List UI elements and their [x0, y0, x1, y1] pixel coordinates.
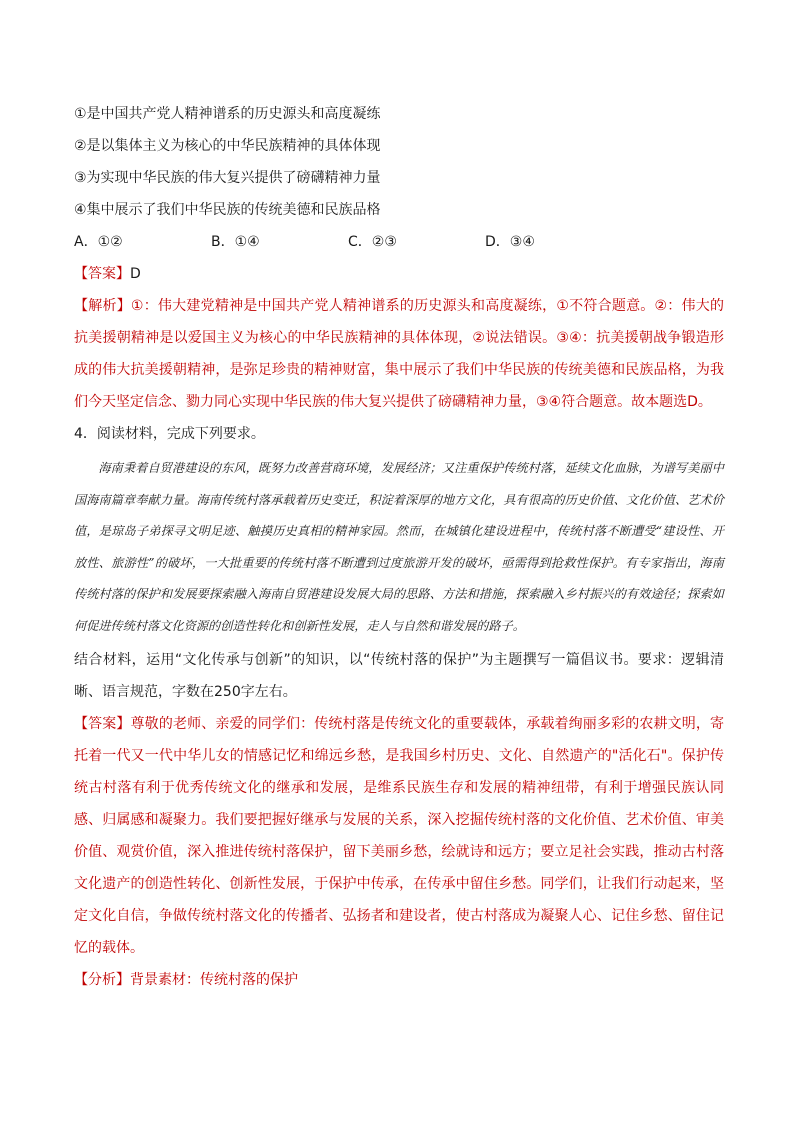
analysis-1 [74, 290, 724, 418]
choice-row [74, 226, 724, 258]
option-statement-3: ③为实现中华民族的伟大复兴提供了磅礴精神力量 [74, 170, 381, 186]
analysis-1-text: ①：伟大建党精神是中国共产党人精神谱系的历史源头和高度凝练，①不符合题意。②：伟大的抗美援朝精神是以爱国主义为核心的中华民族精神的具体体现，②说法错误。③④：抗美援朝战争锻造形成的伟大抗美援朝精神，是弥足珍贵的精神财富，集中展示了我们中华民族的传统美德和民族品格，为我们今天坚定信念、勠力同心实现中华民族的伟大复兴提供了磅礴精神力量，③④符合题意。故本题选D。 [74, 298, 724, 410]
choice-c: C．②③ [348, 234, 397, 250]
answer-2-tag: 【答案】 [74, 716, 131, 732]
option-statement-1: ①是中国共产党人精神谱系的历史源头和高度凝练 [74, 106, 381, 122]
answer-2-text: 尊敬的老师、亲爱的同学们：传统村落是传统文化的重要载体，承载着绚丽多彩的农耕文明，寄托着一代又一代中华儿女的情感记忆和绵远乡愁，是我国乡村历史、文化、自然遗产的"活化石"。保护传统古村落有利于优秀传统文化的继承和发展，是维系民族生存和发展的精神纽带，有利于增强民族认同感、归属感和凝聚力。我们要把握好继承与发展的关系，深入挖掘传统村落的文化价值、艺术价值、审美价值、观赏价值，深入推进传统村落保护，留下美丽乡愁，绘就诗和远方；要立足社会实践，推动古村落文化遗产的创造性转化、创新性发展，于保护中传承，在传承中留住乡愁。同学们，让我们行动起来，坚定文化自信，争做传统村落文化的传播者、弘扬者和建设者，使古村落成为凝聚人心、记住乡愁、留住记忆的载体。 [74, 716, 725, 956]
choice-a: A．①② [74, 234, 123, 250]
question-4-requirement: 结合材料，运用“文化传承与创新”的知识，以“传统村落的保护”为主题撰写一篇倡议书。要求：逻辑清晰、语言规范，字数在250字左右。 [74, 652, 724, 700]
choice-d: D．③④ [485, 234, 535, 250]
answer-1-tag: 【答案】 [74, 266, 130, 282]
answer-1-value: D [130, 266, 141, 282]
option-statement-2: ②是以集体主义为核心的中华民族精神的具体体现 [74, 138, 381, 154]
analysis-2 [74, 964, 724, 996]
document-content [74, 98, 724, 996]
analysis-2-tag: 【分析】 [74, 972, 130, 988]
question-4-title: 4．阅读材料，完成下列要求。 [74, 426, 265, 442]
analysis-2-text: 背景素材：传统村落的保护 [130, 972, 298, 988]
answer-1 [74, 258, 724, 290]
answer-2 [74, 708, 724, 964]
choice-b: B．①④ [211, 234, 260, 250]
option-statement-4: ④集中展示了我们中华民族的传统美德和民族品格 [74, 202, 381, 218]
analysis-1-tag: 【解析】 [74, 298, 131, 314]
question-4-material: 海南秉着自贸港建设的东风，既努力改善营商环境，发展经济；又注重保护传统村落，延续文化血脉，为谱写美丽中国海南篇章奉献力量。海南传统村落承载着历史变迁，积淀着深厚的地方文化，具有很高的历史价值、文化价值、艺术价值，是琼岛子弟探寻文明足迹、触摸历史真相的精神家园。然而，在城镇化建设进程中，传统村落不断遭受“建设性、开放性、旅游性”的破坏，一大批重要的传统村落不断遭到过度旅游开发的破坏，亟需得到抢救性保护。有专家指出，海南传统村落的保护和发展要探索融入海南自贸港建设发展大局的思路、方法和措施，探索融入乡村振兴的有效途径；探索如何促进传统村落文化资源的创造性转化和创新性发展，走人与自然和谐发展的路子。 [74, 461, 724, 633]
